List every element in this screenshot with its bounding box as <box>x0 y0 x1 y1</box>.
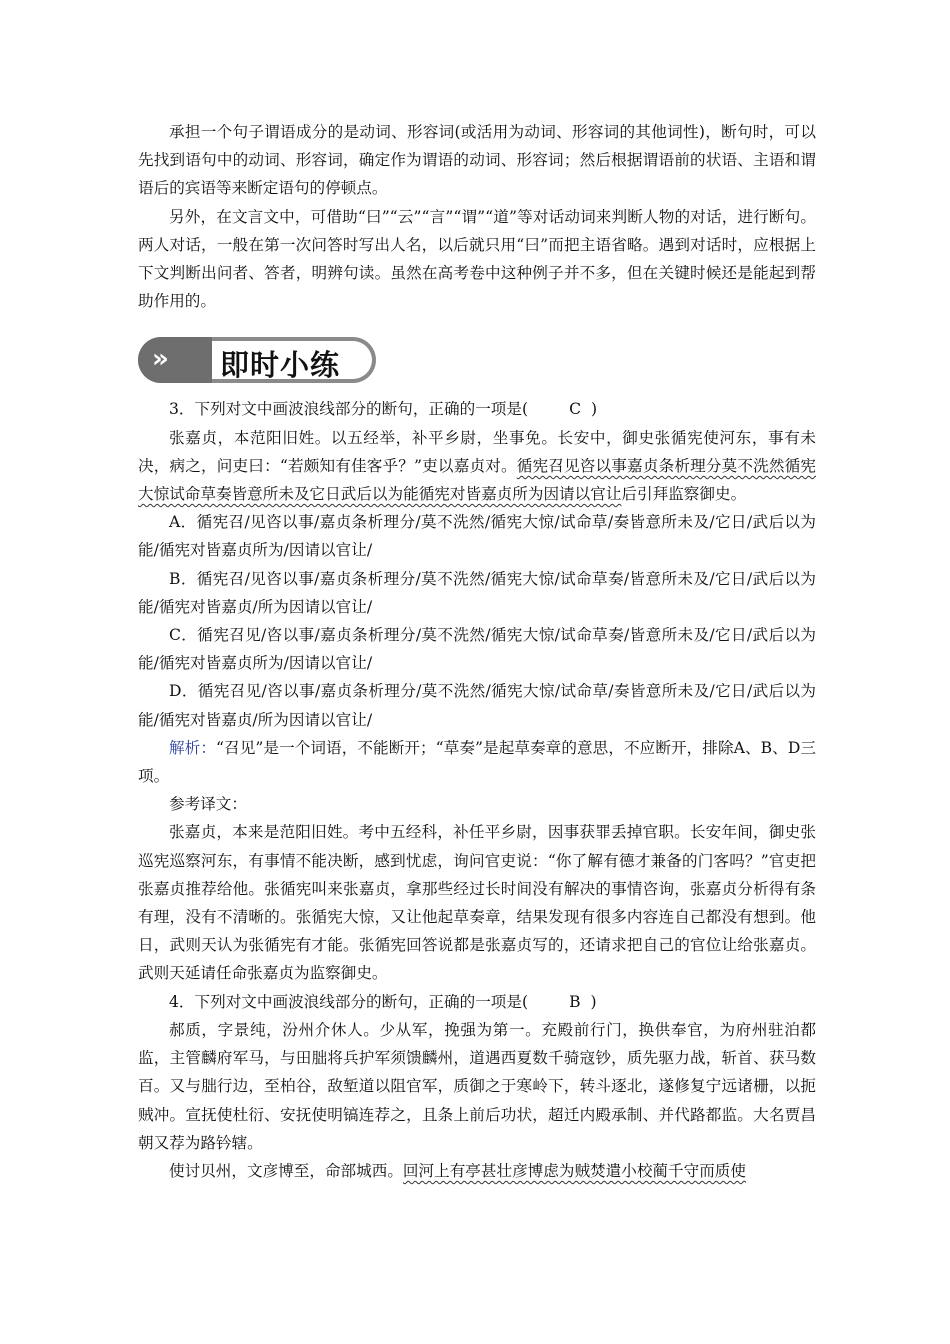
question-4-answer: B <box>569 992 581 1011</box>
question-3-stem <box>138 395 816 423</box>
analysis-label: 解析： <box>169 738 216 757</box>
question-3-passage <box>138 424 816 509</box>
section-banner <box>138 337 816 387</box>
wavy-underlined-passage-2: 回河上有亭甚壮彦博虑为贼焚遣小校蔺千守而质使 <box>402 1161 746 1180</box>
double-chevron-icon: » <box>152 344 163 375</box>
intro-paragraph-2: 另外，在文言文中，可借助“曰”“云”“言”“谓”“道”等对话动词来判断人物的对话，进行断句。两人对话，一般在第一次问答时写出人名，以后就只用“曰”而把主语省略。遇到对话时，应根据上下文判断出问者、答者，明辨句读。虽然在高考卷中这种例子并不多，但在关键时候还是能起到帮助作用的。 <box>138 207 816 311</box>
option-c: C．循宪召见/咨以事/嘉贞条析理分/莫不洗然/循宪大惊/试命草奏/皆意所未及/它日/武后以为能/循宪对皆嘉贞所为/因请以官让/ <box>138 626 816 673</box>
option-b: B．循宪召/见咨以事/嘉贞条析理分/莫不洗然/循宪大惊/试命草奏/皆意所未及/它日/武后以为能/循宪对皆嘉贞/所为因请以官让/ <box>138 569 816 616</box>
section-title: 即时小练 <box>220 348 341 383</box>
document-page <box>138 118 816 1185</box>
question-4-passage-1: 郝质，字景纯，汾州介休人。少从军，挽强为第一。充殿前行门，换供奉官，为府州驻泊都监，主管麟府军马，与田朏将兵护军须馈麟州，道遇西夏数千骑寇钞，质先驱力战，斩首、获马数百。又与朏行边，至柏谷，敌堑道以阻官军，质御之于寒岭下，转斗逐北，遂修复宁远诸栅，以扼贼冲。宣抚使杜衍、安抚使明镐连荐之，且条上前后功状，超迁内殿承制、并代路都监。大名贾昌朝又荐为路钤辖。 <box>138 1020 816 1152</box>
option-a: A．循宪召/见咨以事/嘉贞条析理分/莫不洗然/循宪大惊/试命草/奏皆意所未及/它日/武后以为能/循宪对皆嘉贞所为/因请以官让/ <box>138 513 816 560</box>
passage-2-plain: 使讨贝州，文彦博至，命部城西。 <box>169 1161 403 1180</box>
question-3-text: 3．下列对文中画波浪线部分的断句，正确的一项是( <box>169 400 529 419</box>
question-3-answer: C <box>569 400 582 419</box>
banner-cap <box>138 337 212 383</box>
question-3-close: ) <box>591 400 598 419</box>
translation-label: 参考译文： <box>169 795 247 814</box>
analysis-text: “召见”是一个词语，不能断开；“草奏”是起草奏章的意思，不应断开，排除A、B、D三项。 <box>138 738 816 786</box>
passage-end: 后引拜监察御史。 <box>621 485 747 504</box>
question-4-passage-2 <box>138 1157 816 1185</box>
translation-text: 张嘉贞，本来是范阳旧姓。考中五经科，补任平乡尉，因事获罪丢掉官职。长安年间，御史张巡宪巡察河东，有事情不能决断，感到忧虑，询问官吏说：“你了解有德才兼备的门客吗？”官吏把张嘉贞推荐给他。张循宪叫来张嘉贞，拿那些经过长时间没有解决的事情咨询，张嘉贞分析得有条有理，没有不清晰的。张循宪大惊，又让他起草奏章，结果发现有很多内容连自己都没有想到。他日，武则天认为张循宪有才能。张循宪回答说都是张嘉贞写的，还请求把自己的官位让给张嘉贞。武则天延请任命张嘉贞为监察御史。 <box>138 823 816 983</box>
wavy-underlined-passage: 循宪召见咨以事嘉贞条析理分莫不洗然循宪大惊试命草奏皆意所未及它日武后以为能循宪对皆嘉贞所为因请以官让 <box>138 456 816 504</box>
question-3-analysis <box>138 734 816 790</box>
option-d: D．循宪召见/咨以事/嘉贞条析理分/莫不洗然/循宪大惊/试命草/奏皆意所未及/它日/武后以为能/循宪对皆嘉贞/所为因请以官让/ <box>138 682 816 729</box>
passage-plain: 张嘉贞，本范阳旧姓。以五经举，补平乡尉，坐事免。长安中，御史张循宪使河东，事有未决，病之，问吏曰：“若颇知有佳客乎？”吏以嘉贞对。 <box>138 428 816 475</box>
intro-paragraph-1: 承担一个句子谓语成分的是动词、形容词(或活用为动词、形容词的其他词性)，断句时，可以先找到语句中的动词、形容词，确定作为谓语的动词、形容词；然后根据谓语前的状语、主语和谓语后的宾语等来断定语句的停顿点。 <box>138 123 816 198</box>
question-4-text: 4．下列对文中画波浪线部分的断句，正确的一项是( <box>169 992 529 1011</box>
question-4-close: ) <box>590 992 597 1011</box>
question-4-stem <box>138 988 816 1016</box>
